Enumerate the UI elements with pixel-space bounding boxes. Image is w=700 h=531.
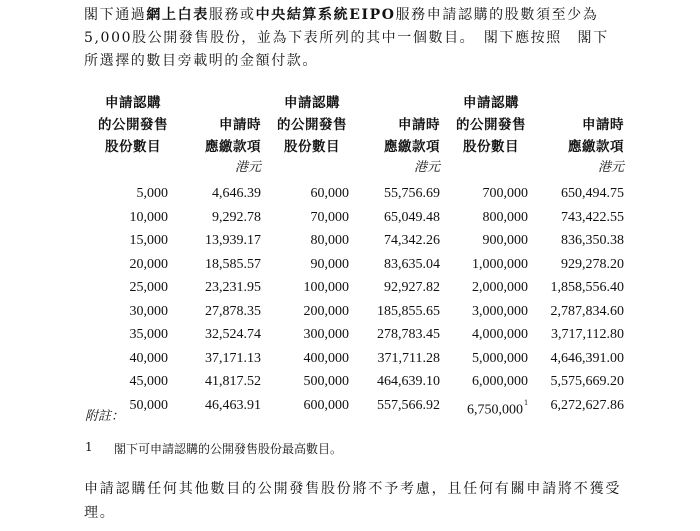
amount-cell: 6,272,627.86 [550, 397, 624, 413]
shares-cell [261, 253, 349, 277]
shares-cell [261, 300, 349, 324]
shares-value: 800,000 [482, 209, 528, 225]
shares-value: 900,000 [482, 233, 528, 248]
amount-cell: 278,783.45 [377, 327, 440, 342]
shares-cell [261, 370, 349, 394]
shares-value: 300,000 [303, 327, 349, 342]
header-amount: 應繳款項 [384, 139, 440, 155]
shares-value: 20,000 [129, 256, 168, 272]
shares-value: 15,000 [129, 233, 168, 248]
shares-value: 200,000 [303, 303, 349, 319]
amount-cell: 41,817.52 [205, 374, 261, 389]
header-shares: 申請認購 [284, 95, 340, 111]
amount-cell: 32,524.74 [205, 327, 261, 342]
shares-value: 100,000 [303, 280, 349, 295]
shares-value: 6,000,000 [472, 374, 528, 389]
unit-blank [261, 158, 349, 178]
intro-text: 服務或 [208, 7, 256, 23]
amount-cell: 55,756.69 [384, 186, 440, 201]
header-shares: 的公開發售 [456, 117, 526, 133]
amount-cell: 836,350.38 [561, 233, 624, 248]
amount-cell: 9,292.78 [212, 209, 261, 225]
amount-cell: 371,711.28 [377, 350, 440, 366]
note-number: 1 [85, 440, 93, 454]
header-shares: 股份數目 [105, 139, 161, 155]
shares-cell [84, 253, 168, 277]
shares-cell [261, 394, 349, 422]
amount-cell: 27,878.35 [205, 303, 261, 319]
amount-cell: 743,422.55 [561, 209, 624, 225]
amount-cell: 3,717,112.80 [551, 327, 624, 342]
shares-cell [440, 323, 528, 347]
header-amount-blank [528, 92, 624, 114]
shares-cell [84, 323, 168, 347]
shares-cell [440, 300, 528, 324]
shares-value: 5,000,000 [472, 350, 528, 366]
shares-value: 4,000,000 [472, 327, 528, 342]
shares-value: 2,000,000 [472, 280, 528, 295]
header-amount-blank [168, 92, 261, 114]
shares-cell [84, 182, 168, 206]
shares-cell [261, 276, 349, 300]
amount-cell: 929,278.20 [561, 256, 624, 272]
currency-unit: 港元 [597, 160, 624, 175]
header-amount-blank [349, 92, 440, 114]
header-shares: 申請認購 [105, 95, 161, 111]
shares-value: 30,000 [129, 303, 168, 319]
amount-cell: 46,463.91 [205, 397, 261, 413]
shares-cell [440, 347, 528, 371]
shares-value: 400,000 [303, 350, 349, 366]
shares-cell [261, 182, 349, 206]
amount-cell: 1,858,556.40 [550, 280, 624, 295]
shares-value: 700,000 [482, 186, 528, 201]
currency-unit: 港元 [234, 160, 261, 175]
header-amount: 應繳款項 [568, 139, 624, 155]
shares-cell [261, 347, 349, 371]
shares-cell [84, 370, 168, 394]
closing-paragraph: 申請認購任何其他數目的公開發售股份將不予考慮，且任何有關申請將不獲受理。 [84, 481, 622, 521]
intro-bold-white-form: 網上白表 [146, 7, 209, 23]
shares-value: 70,000 [310, 209, 349, 225]
shares-value: 90,000 [310, 256, 349, 272]
amount-cell: 4,646,391.00 [550, 350, 624, 366]
amount-cell: 74,342.26 [384, 233, 440, 248]
amount-cell: 23,231.95 [205, 280, 261, 295]
shares-cell [84, 276, 168, 300]
shares-cell [84, 347, 168, 371]
intro-text: 服務申請認購的股數須至少為5,000股公開發售股份，並為下表所列的其中一個數目。 閣下應按照 閣下所選擇的數目旁載明的金額付款。 [84, 7, 609, 69]
shares-cell [440, 394, 528, 422]
shares-cell [440, 253, 528, 277]
amount-cell: 464,639.10 [377, 374, 440, 389]
note-text: 閣下可申請認購的公開發售股份最高數目。 [114, 442, 343, 456]
amount-cell: 650,494.75 [561, 186, 624, 201]
shares-cell [84, 206, 168, 230]
shares-value: 1,000,000 [472, 256, 528, 272]
intro-text: 閣下通過 [84, 7, 147, 23]
shares-cell [261, 229, 349, 253]
intro-bold-eipo: 中央結算系統EIPO [255, 7, 396, 23]
header-amount: 申請時 [219, 117, 261, 133]
amount-cell: 185,855.65 [377, 303, 440, 319]
shares-cell [261, 323, 349, 347]
shares-cell [440, 229, 528, 253]
amount-cell: 37,171.13 [205, 350, 261, 366]
header-shares: 的公開發售 [98, 117, 168, 133]
shares-value: 500,000 [303, 374, 349, 389]
amount-cell: 18,585.57 [205, 256, 261, 272]
amount-cell: 2,787,834.60 [550, 303, 624, 319]
shares-value: 45,000 [129, 374, 168, 389]
shares-value: 25,000 [129, 280, 168, 295]
shares-value: 40,000 [129, 350, 168, 366]
shares-value: 6,750,000 [467, 402, 523, 418]
application-amount-table [84, 92, 624, 422]
amount-cell: 92,927.82 [384, 280, 440, 295]
amount-cell: 13,939.17 [205, 233, 261, 248]
shares-value: 10,000 [129, 209, 168, 225]
intro-paragraph [84, 4, 624, 73]
shares-value: 50,000 [129, 397, 168, 413]
shares-value: 80,000 [310, 233, 349, 248]
shares-value: 35,000 [129, 327, 168, 342]
unit-blank [440, 158, 528, 178]
header-shares: 股份數目 [284, 139, 340, 155]
shares-cell [440, 370, 528, 394]
header-shares: 申請認購 [463, 95, 519, 111]
amount-cell: 83,635.04 [384, 256, 440, 272]
unit-blank [84, 158, 168, 178]
shares-cell [84, 229, 168, 253]
shares-value: 3,000,000 [472, 303, 528, 319]
shares-cell [440, 206, 528, 230]
shares-value: 60,000 [310, 186, 349, 201]
header-amount: 申請時 [582, 117, 624, 133]
shares-cell [84, 300, 168, 324]
shares-cell [440, 182, 528, 206]
amount-cell: 557,566.92 [377, 397, 440, 413]
amount-cell: 5,575,669.20 [550, 374, 624, 389]
header-amount: 申請時 [398, 117, 440, 133]
shares-value: 5,000 [136, 186, 168, 201]
note-item [85, 440, 342, 457]
header-shares: 股份數目 [463, 139, 519, 155]
footnote-marker: 1 [524, 397, 528, 407]
shares-cell [261, 206, 349, 230]
amount-cell: 65,049.48 [384, 209, 440, 225]
notes-title: 附註： [85, 409, 125, 424]
amount-cell: 4,646.39 [212, 186, 261, 201]
currency-unit: 港元 [413, 160, 440, 175]
shares-cell [440, 276, 528, 300]
header-amount: 應繳款項 [205, 139, 261, 155]
shares-value: 600,000 [303, 397, 349, 413]
header-shares: 的公開發售 [277, 117, 347, 133]
